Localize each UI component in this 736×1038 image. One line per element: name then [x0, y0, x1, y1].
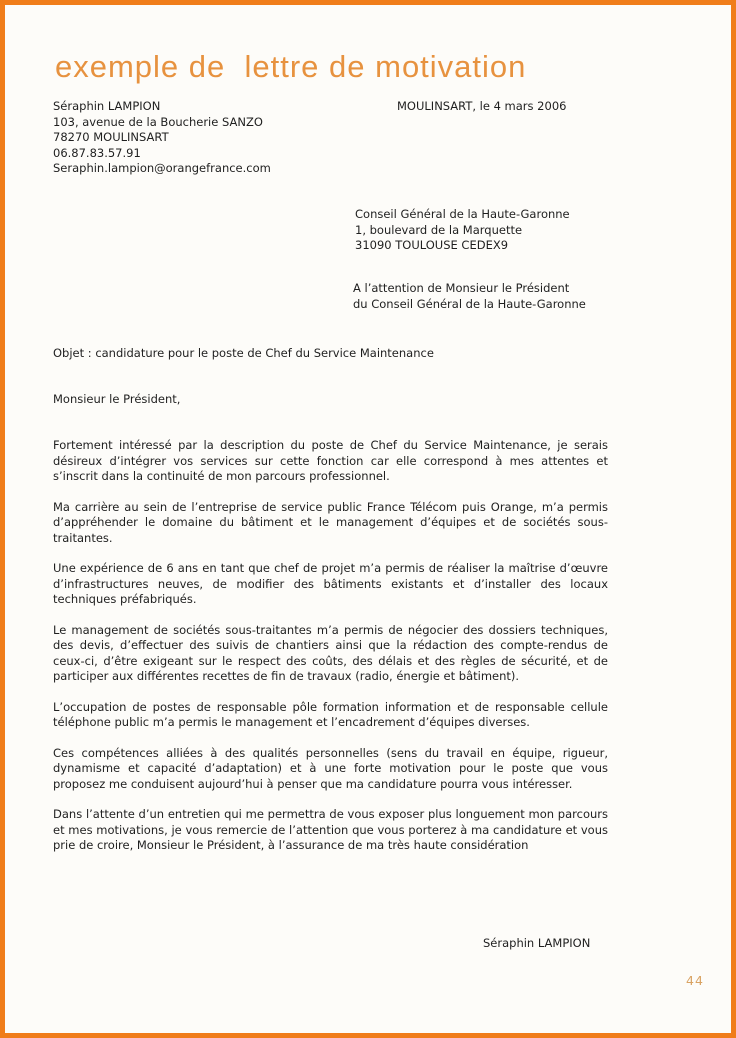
- body-paragraph: Le management de sociétés sous-traitantes m’a permis de négocier des dossiers techniques, des devis, d’effectuer des suivis de chantiers ainsi que la rédaction des compte-rendus de ceux-ci, d’être exigeant sur le respect des coûts, des délais et des règles de sécurité, et de participer aux différentes recettes de fin de travaux (radio, énergie et bâtiment).: [53, 622, 608, 683]
- body-paragraph: Ma carrière au sein de l’entreprise de service public France Télécom puis Orange, m’a permis d’appréhender le domaine du bâtiment et le management d’équipes et de sociétés sous-traitantes.: [53, 499, 608, 545]
- body-paragraph: Fortement intéressé par la description du poste de Chef du Service Maintenance, je serais désireux d’intégrer vos services sur cette fonction car elle correspond à mes attentes et s’inscrit dans la continuité de mon parcours professionnel.: [53, 438, 608, 483]
- body-paragraph: Ces compétences alliées à des qualités personnelles (sens du travail en équipe, rigueur, dynamisme et capacité d’adaptation) et à une forte motivation pour le poste que vous proposez me conduisent aujourd’hui à penser que ma candidature pourra vous intéresser.: [53, 745, 608, 791]
- sender-email: Seraphin.lampion@orangefrance.com: [53, 161, 271, 175]
- attention-block: [353, 281, 586, 312]
- signature-name: Séraphin LAMPION: [483, 936, 591, 950]
- body-paragraph: L’occupation de postes de responsable pôle formation information et de responsable cellule téléphone public m’a permis le management et l’encadrement d’équipes diverses.: [53, 699, 608, 729]
- subject-line: Objet : candidature pour le poste de Chef du Service Maintenance: [53, 346, 434, 360]
- letter-body: [53, 438, 608, 869]
- sender-address-city: 78270 MOULINSART: [53, 130, 169, 144]
- recipient-city: 31090 TOULOUSE CEDEX9: [355, 238, 509, 252]
- attention-line-2: du Conseil Général de la Haute-Garonne: [353, 296, 586, 311]
- salutation: Monsieur le Président,: [53, 392, 181, 406]
- page-title: exemple de lettre de motivation: [55, 49, 527, 84]
- sender-address-street: 103, avenue de la Boucherie SANZO: [53, 114, 263, 129]
- attention-line-1: A l’attention de Monsieur le Président: [353, 281, 570, 295]
- recipient-block: [355, 207, 570, 254]
- body-paragraph: Une expérience de 6 ans en tant que chef de projet m’a permis de réaliser la maîtrise d’œuvre d’infrastructures neuves, de modifier des bâtiments existants et d’installer des locaux techniques préfabriqués.: [53, 561, 608, 606]
- recipient-organization: Conseil Général de la Haute-Garonne: [355, 207, 570, 221]
- date-line: MOULINSART, le 4 mars 2006: [397, 99, 567, 113]
- sender-block: [53, 99, 271, 177]
- sender-phone: 06.87.83.57.91: [53, 145, 141, 160]
- page-number: 44: [686, 973, 704, 988]
- body-paragraph: Dans l’attente d’un entretien qui me permettra de vous exposer plus longuement mon parcours et mes motivations, je vous remercie de l’attention que vous porterez à ma candidature et vous prie de croire, Monsieur le Président, à l’assurance de ma très haute considération: [53, 807, 608, 852]
- sender-name: Séraphin LAMPION: [53, 99, 161, 113]
- recipient-street: 1, boulevard de la Marquette: [355, 222, 523, 237]
